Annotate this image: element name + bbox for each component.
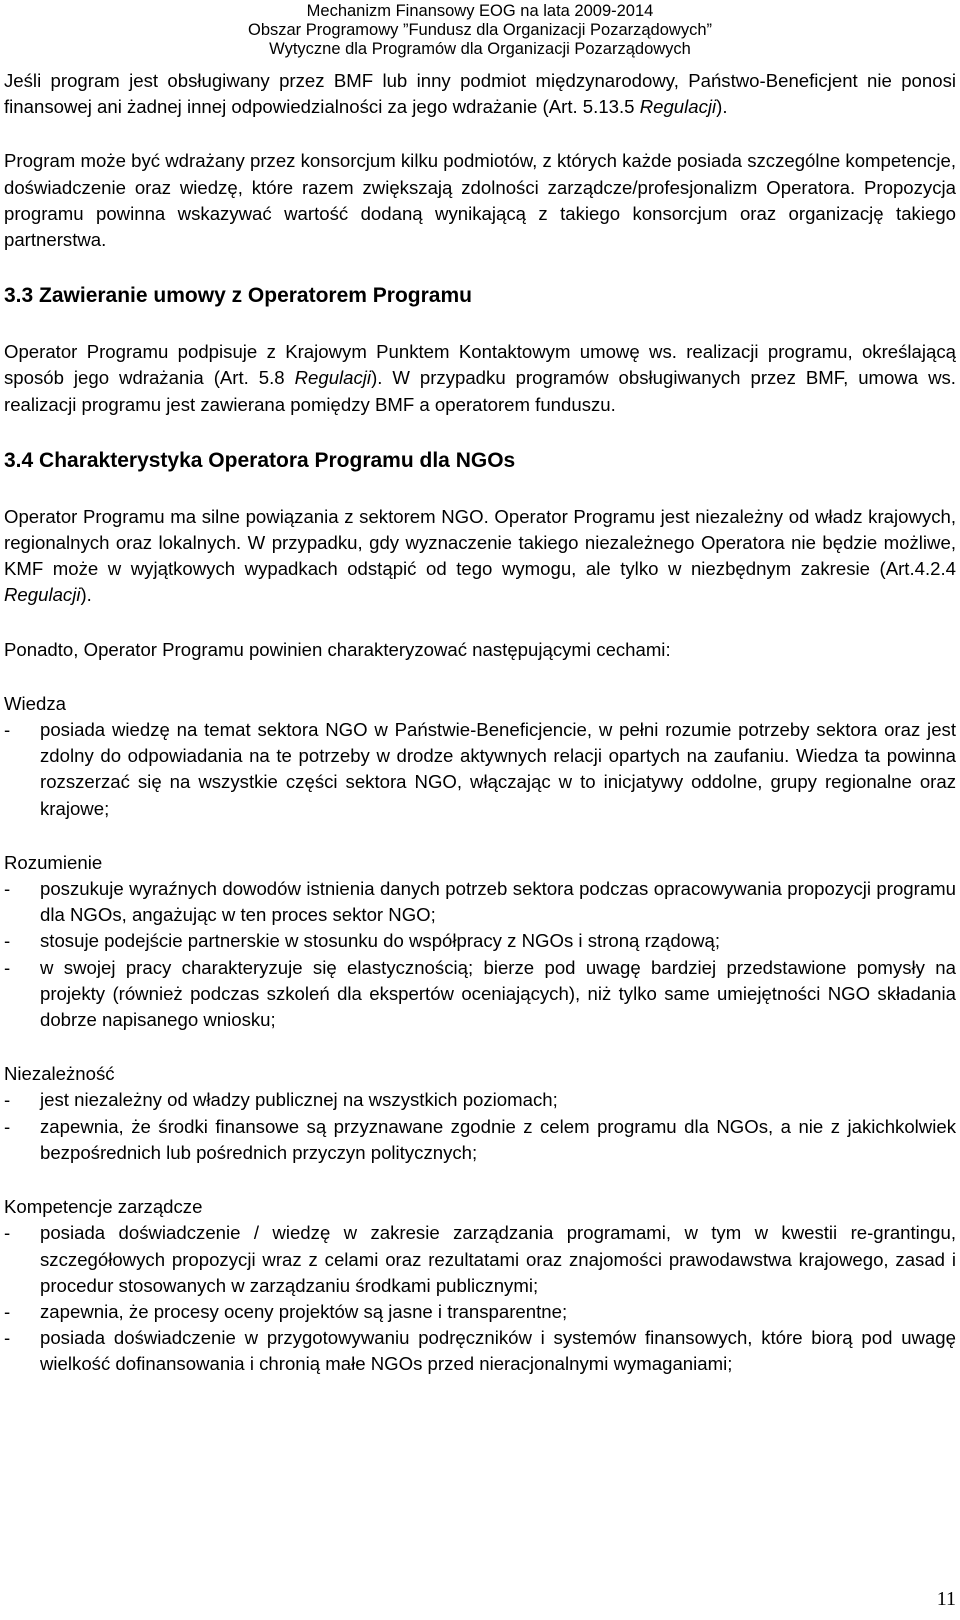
list-dash: - <box>4 930 11 952</box>
list-niezaleznosc <box>4 1087 956 1166</box>
list-item <box>4 1114 956 1166</box>
list-item-text: w swojej pracy charakteryzuje się elastycznością; bierze pod uwagę bardziej przedstawione pomysły na projekty (również podczas szkoleń dla ekspertów oceniających), niż tylko same umiejętności NGO składania dobrze napisanego wniosku; <box>40 956 956 1031</box>
list-item-text: poszukuje wyraźnych dowodów istnienia danych potrzeb sektora podczas opracowywania propozycji programu dla NGOs, angażując w ten proces sektor NGO; <box>40 878 956 926</box>
section-heading-3-3: 3.3 Zawieranie umowy z Operatorem Programu <box>4 284 472 308</box>
list-wiedza <box>4 717 956 822</box>
paragraph-text: Operator Programu podpisuje z Krajowym Punktem Kontaktowym umowę ws. realizacji programu, określającą sposób jego wdrażania (Art. 5.8 <box>4 341 956 389</box>
list-dash: - <box>4 1222 11 1244</box>
paragraph-text: ). W przypadku programów obsługiwanych przez BMF, umowa ws. realizacji programu jest zawierana pomiędzy BMF a operatorem funduszu. <box>4 367 956 415</box>
paragraph-text: ). <box>80 584 92 606</box>
paragraph-features-intro: Ponadto, Operator Programu powinien charakteryzować następującymi cechami: <box>4 638 671 660</box>
subheading-niezaleznosc: Niezależność <box>4 1063 115 1085</box>
list-dash: - <box>4 878 11 900</box>
list-dash: - <box>4 1327 11 1349</box>
paragraph-operator-ties <box>4 504 956 609</box>
list-item-text: jest niezależny od władzy publicznej na wszystkich poziomach; <box>40 1089 558 1111</box>
page-number: 11 <box>936 1588 956 1610</box>
list-kompetencje <box>4 1220 956 1377</box>
list-item-text: stosuje podejście partnerskie w stosunku do współpracy z NGOs i stroną rządową; <box>40 930 721 952</box>
list-item <box>4 1325 956 1377</box>
header-line-3: Wytyczne dla Programów dla Organizacji Pozarządowych <box>269 40 691 58</box>
list-item <box>4 1220 956 1299</box>
list-item <box>4 876 956 928</box>
list-dash: - <box>4 1089 11 1111</box>
list-item <box>4 928 956 954</box>
section-heading-3-4: 3.4 Charakterystyka Operatora Programu dla NGOs <box>4 448 516 472</box>
header-line-2: Obszar Programowy ”Fundusz dla Organizacji Pozarządowych” <box>247 21 712 39</box>
paragraph-text: Operator Programu ma silne powiązania z sektorem NGO. Operator Programu jest niezależny od władz krajowych, regionalnych oraz lokalnych. W przypadku, gdy wyznaczenie takiego niezależnego Operatora nie będzie możliwe, KMF może w wyjątkowych wypadkach odstąpić od tego wymogu, ale tylko w niezbędnym zakresie (Art.4.2.4 <box>4 505 956 580</box>
paragraph-bmf <box>4 68 956 120</box>
paragraph-consortium: Program może być wdrażany przez konsorcjum kilku podmiotów, z których każde posiada szczególne kompetencje, doświadczenie oraz wiedzę, które razem zwiększają zdolności zarządcze/profesjonalizm Operatora. Propozycja programu powinna wskazywać wartość dodaną wynikającą z takiego konsorcjum oraz organizację takiego partnerstwa. <box>4 150 956 251</box>
document-header <box>0 2 960 59</box>
list-item-text: posiada doświadczenie w przygotowywaniu podręczników i systemów finansowych, które biorą pod uwagę wielkość dofinansowania i chronią małe NGOs przed nieracjonalnymi wymaganiami; <box>40 1327 956 1375</box>
regulation-reference: Regulacji <box>294 367 372 389</box>
subheading-wiedza: Wiedza <box>4 692 67 714</box>
list-item-text: posiada wiedzę na temat sektora NGO w Państwie-Beneficjencie, w pełni rozumie potrzeby sektora oraz jest zdolny do odpowiadania na te potrzeby w drodze aktywnych relacji opartych na zaufaniu. Wiedza ta powinna rozszerzać się na wszystkie części sektora NGO, włączając w to inicjatywy oddolne, grupy regionalne oraz krajowe; <box>40 719 956 819</box>
subheading-rozumienie: Rozumienie <box>4 851 103 873</box>
list-item <box>4 955 956 1034</box>
list-rozumienie <box>4 876 956 1033</box>
list-dash: - <box>4 956 11 978</box>
regulation-reference: Regulacji <box>639 96 717 118</box>
paragraph-agreement <box>4 339 956 418</box>
subheading-kompetencje: Kompetencje zarządcze <box>4 1196 203 1218</box>
list-item <box>4 1087 956 1113</box>
list-dash: - <box>4 719 11 741</box>
header-line-1: Mechanizm Finansowy EOG na lata 2009-2014 <box>306 2 654 20</box>
regulation-reference: Regulacji <box>4 584 81 606</box>
list-item <box>4 717 956 822</box>
list-item-text: zapewnia, że procesy oceny projektów są jasne i transparentne; <box>40 1300 568 1322</box>
list-dash: - <box>4 1115 11 1137</box>
document-body <box>4 68 956 1378</box>
list-item <box>4 1299 956 1325</box>
list-item-text: posiada doświadczenie / wiedzę w zakresie zarządzania programami, w tym w kwestii re-grantingu, szczegółowych propozycji wraz z celami oraz rezultatami oraz znajomości prawodawstwa krajowego, zasad i procedur stosowanych w zarządzaniu środkami publicznymi; <box>40 1222 956 1296</box>
paragraph-text: Jeśli program jest obsługiwany przez BMF lub inny podmiot międzynarodowy, Państwo-Beneficjent nie ponosi finansowej ani żadnej innej odpowiedzialności za jego wdrażanie (Art. 5.13.5 <box>4 70 956 118</box>
list-item-text: zapewnia, że środki finansowe są przyznawane zgodnie z celem programu dla NGOs, a nie z jakichkolwiek bezpośrednich lub pośrednich przyczyn politycznych; <box>40 1115 956 1163</box>
list-dash: - <box>4 1300 11 1322</box>
paragraph-text: ). <box>716 96 728 118</box>
